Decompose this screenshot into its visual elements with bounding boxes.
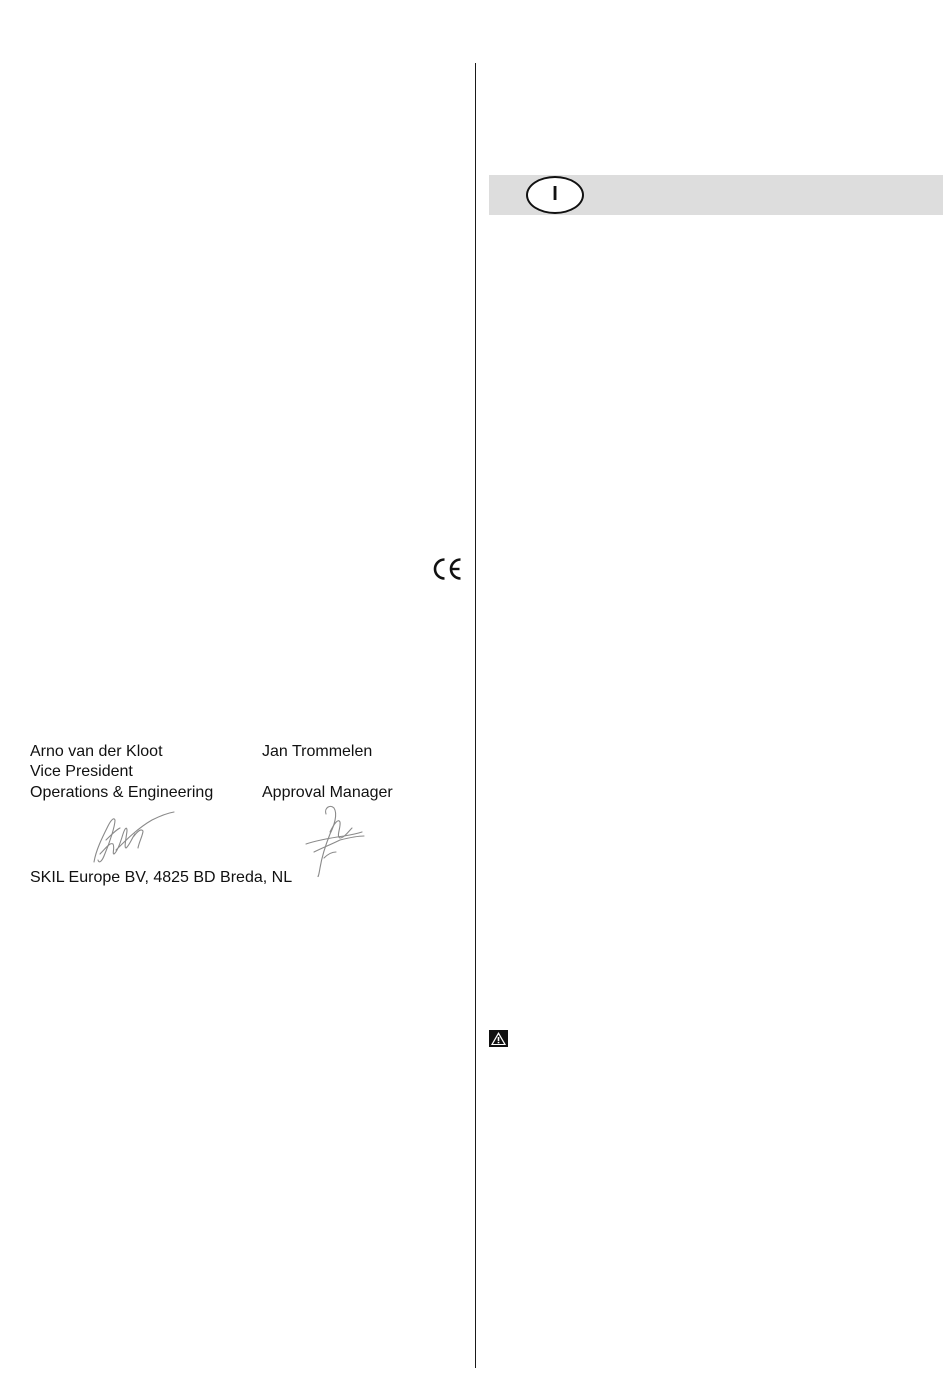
- signatory-left-name: Arno van der Kloot: [30, 743, 163, 760]
- signatory-right-title: Approval Manager: [262, 784, 393, 801]
- language-section-header: [489, 175, 943, 215]
- company-address: SKIL Europe BV, 4825 BD Breda, NL: [30, 869, 293, 886]
- signature-left: [86, 804, 178, 868]
- signatory-right-name: Jan Trommelen: [262, 743, 373, 760]
- ce-mark-icon: [431, 556, 463, 582]
- signatory-left-title-line1: Vice President: [30, 763, 133, 780]
- signatory-left-title-line2: Operations & Engineering: [30, 784, 214, 801]
- signature-right: [300, 802, 372, 880]
- language-code-badge: I: [526, 176, 584, 214]
- warning-triangle-icon: [489, 1030, 508, 1047]
- column-divider: [475, 63, 476, 1368]
